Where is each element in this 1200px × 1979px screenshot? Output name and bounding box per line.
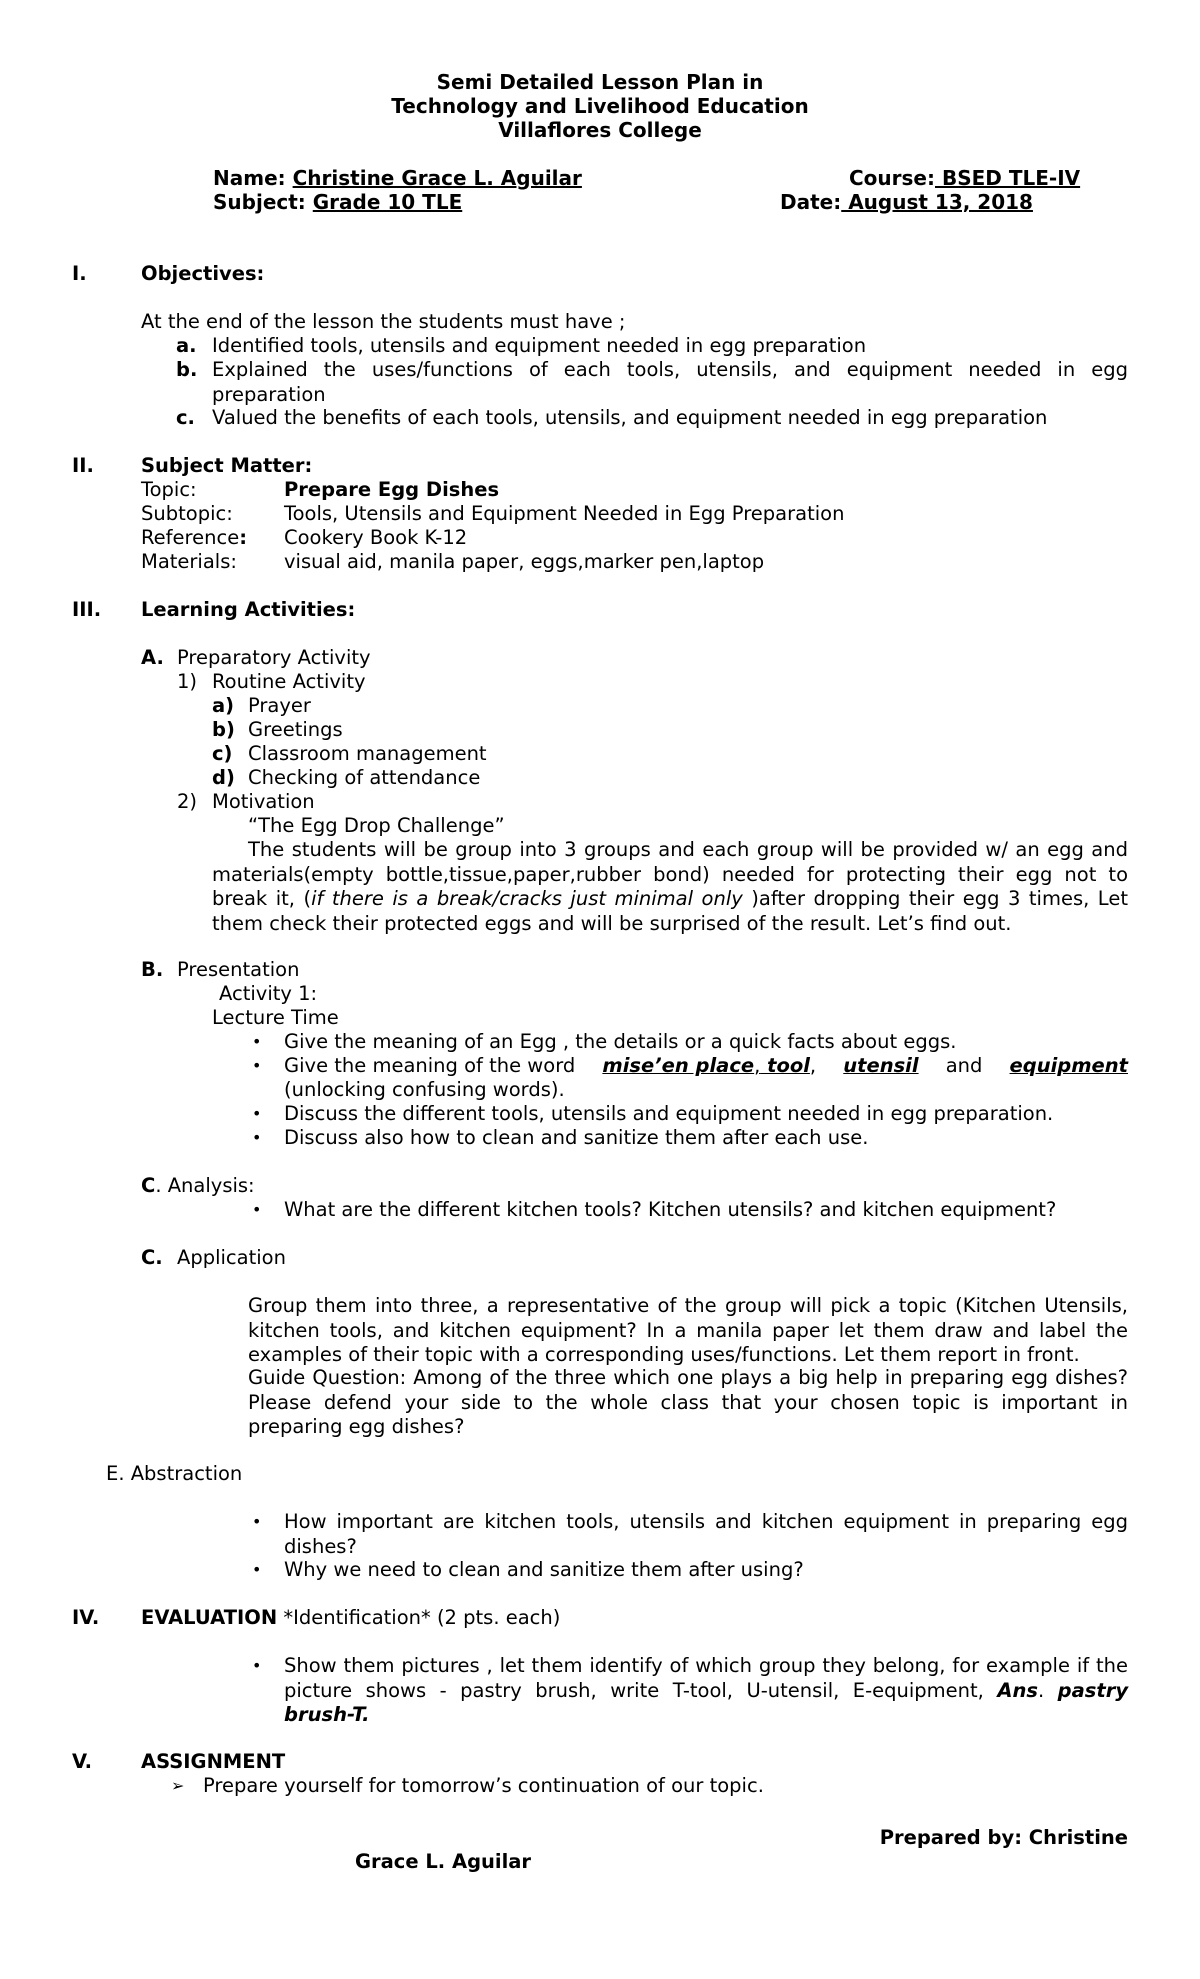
bullet-icon: • <box>252 1560 262 1579</box>
part-b-letter: B. <box>141 958 164 981</box>
abstraction-heading: E. Abstraction <box>106 1462 243 1485</box>
course-value: BSED TLE-IV <box>935 166 1081 190</box>
prepared-by: Prepared by: Christine <box>879 1826 1128 1849</box>
motivation-title: Motivation <box>212 790 315 813</box>
bullet-icon: • <box>252 1032 262 1051</box>
objectives-intro: At the end of the lesson the students must have ; <box>141 310 626 333</box>
routine-letter: d) <box>212 766 235 789</box>
objective-c: Valued the benefits of each tools, utensils, and equipment needed in egg preparation <box>212 406 1048 429</box>
routine-letter: b) <box>212 718 235 741</box>
course-label: Course: <box>849 166 935 190</box>
date-value: August 13, 2018 <box>841 190 1033 214</box>
bullet-icon: • <box>252 1656 262 1675</box>
assignment-item: Prepare yourself for tomorrow’s continuation of our topic. <box>203 1774 764 1797</box>
part-b-title: Presentation <box>177 958 300 981</box>
abstraction-item: How important are kitchen tools, utensils and kitchen equipment in preparing egg dishes? <box>284 1510 1128 1558</box>
presentation-item: Discuss also how to clean and sanitize them after each use. <box>284 1126 869 1149</box>
objective-b: Explained the uses/functions of each tools, utensils, and equipment needed in egg preparation <box>212 358 1128 406</box>
materials-label: Materials: <box>141 550 237 573</box>
guide-question: Guide Question: Among of the three which one plays a big help in preparing egg dishes? Please defend your side to the whole class that your chosen topic is important in preparing egg dishes? <box>248 1366 1128 1438</box>
arrow-bullet-icon: ➢ <box>171 1776 185 1795</box>
title-line-2: Technology and Livelihood Education <box>391 94 809 118</box>
materials-value: visual aid, manila paper, eggs,marker pen,laptop <box>284 550 765 573</box>
section-num-1: I. <box>72 262 87 285</box>
reference-value: Cookery Book K-12 <box>284 526 468 549</box>
bullet-icon: • <box>252 1056 262 1075</box>
name-label: Name: <box>213 166 286 190</box>
bullet-icon: • <box>252 1512 262 1531</box>
objective-letter-c: c. <box>176 406 195 429</box>
section-num-2: II. <box>72 454 94 477</box>
preparer-name: Grace L. Aguilar <box>355 1850 532 1873</box>
bullet-icon: • <box>252 1104 262 1123</box>
part-a-title: Preparatory Activity <box>177 646 371 669</box>
assignment-heading: ASSIGNMENT <box>141 1750 286 1773</box>
title-line-3: Villaflores College <box>498 118 702 142</box>
challenge-text: The students will be group into 3 groups and each group will be provided w/ an egg and materials(empty bottle,tissue,paper,rubber bond) needed for protecting their egg not to break it, (if there is a break/cracks just minimal only )after dropping their egg 3 times, Let them check their protected eggs and will be surprised of the result. Let’s find out. <box>212 838 1128 935</box>
routine-item: Greetings <box>248 718 343 741</box>
challenge-title: “The Egg Drop Challenge” <box>248 814 505 837</box>
reference-label: Reference: <box>141 526 248 549</box>
routine-title: Routine Activity <box>212 670 366 693</box>
course-field <box>849 166 1080 191</box>
subject-field <box>213 190 462 215</box>
name-field <box>213 166 582 191</box>
presentation-item: Give the meaning of the word mise’en place, tool, utensil and equipment <box>284 1054 1128 1077</box>
objective-letter-b: b. <box>176 358 198 381</box>
analysis-heading: C. Analysis: <box>141 1174 255 1197</box>
learning-heading: Learning Activities: <box>141 598 356 621</box>
subject-label: Subject: <box>213 190 306 214</box>
presentation-item: Discuss the different tools, utensils and equipment needed in egg preparation. <box>284 1102 1054 1125</box>
objective-a: Identified tools, utensils and equipment needed in egg preparation <box>212 334 867 357</box>
application-text: Group them into three, a representative of the group will pick a topic (Kitchen Utensils, kitchen tools, and kitchen equipment? In a manila paper let them draw and label the examples of their topic with a corresponding uses/functions. Let them report in front. <box>248 1294 1128 1366</box>
abstraction-item: Why we need to clean and sanitize them after using? <box>284 1558 804 1581</box>
objective-letter-a: a. <box>176 334 197 357</box>
application-title: Application <box>177 1246 286 1269</box>
topic-label: Topic: <box>141 478 197 501</box>
subtopic-label: Subtopic: <box>141 502 233 525</box>
topic-value: Prepare Egg Dishes <box>284 478 500 501</box>
title-line-1: Semi Detailed Lesson Plan in <box>436 70 764 94</box>
routine-letter: c) <box>212 742 233 765</box>
routine-item: Checking of attendance <box>248 766 481 789</box>
lecture-label: Lecture Time <box>212 1006 339 1029</box>
name-value: Christine Grace L. Aguilar <box>292 166 582 190</box>
bullet-icon: • <box>252 1200 262 1219</box>
subtopic-value: Tools, Utensils and Equipment Needed in Egg Preparation <box>284 502 845 525</box>
evaluation-text: Show them pictures , let them identify of which group they belong, for example if the picture shows - pastry brush, write T-tool, U-utensil, E-equipment, Ans. pastry brush-T. <box>284 1654 1129 1726</box>
objectives-heading: Objectives: <box>141 262 265 285</box>
bullet-icon: • <box>252 1128 262 1147</box>
activity-label: Activity 1: <box>219 982 318 1005</box>
section-num-3: III. <box>72 598 102 621</box>
date-field <box>780 190 1033 215</box>
date-label: Date: <box>780 190 842 214</box>
subject-matter-heading: Subject Matter: <box>141 454 313 477</box>
routine-letter: a) <box>212 694 235 717</box>
section-num-5: V. <box>72 1750 92 1773</box>
presentation-item-cont: (unlocking confusing words). <box>284 1078 565 1101</box>
part-a-letter: A. <box>141 646 164 669</box>
subject-value: Grade 10 TLE <box>312 190 463 214</box>
routine-num: 1) <box>177 670 198 693</box>
presentation-item: Give the meaning of an Egg , the details or a quick facts about eggs. <box>284 1030 957 1053</box>
section-num-4: IV. <box>72 1606 100 1629</box>
analysis-item: What are the different kitchen tools? Kitchen utensils? and kitchen equipment? <box>284 1198 1057 1221</box>
application-letter: C. <box>141 1246 163 1269</box>
motivation-num: 2) <box>177 790 198 813</box>
routine-item: Prayer <box>248 694 311 717</box>
evaluation-heading: EVALUATION *Identification* (2 pts. each) <box>141 1606 561 1629</box>
routine-item: Classroom management <box>248 742 487 765</box>
